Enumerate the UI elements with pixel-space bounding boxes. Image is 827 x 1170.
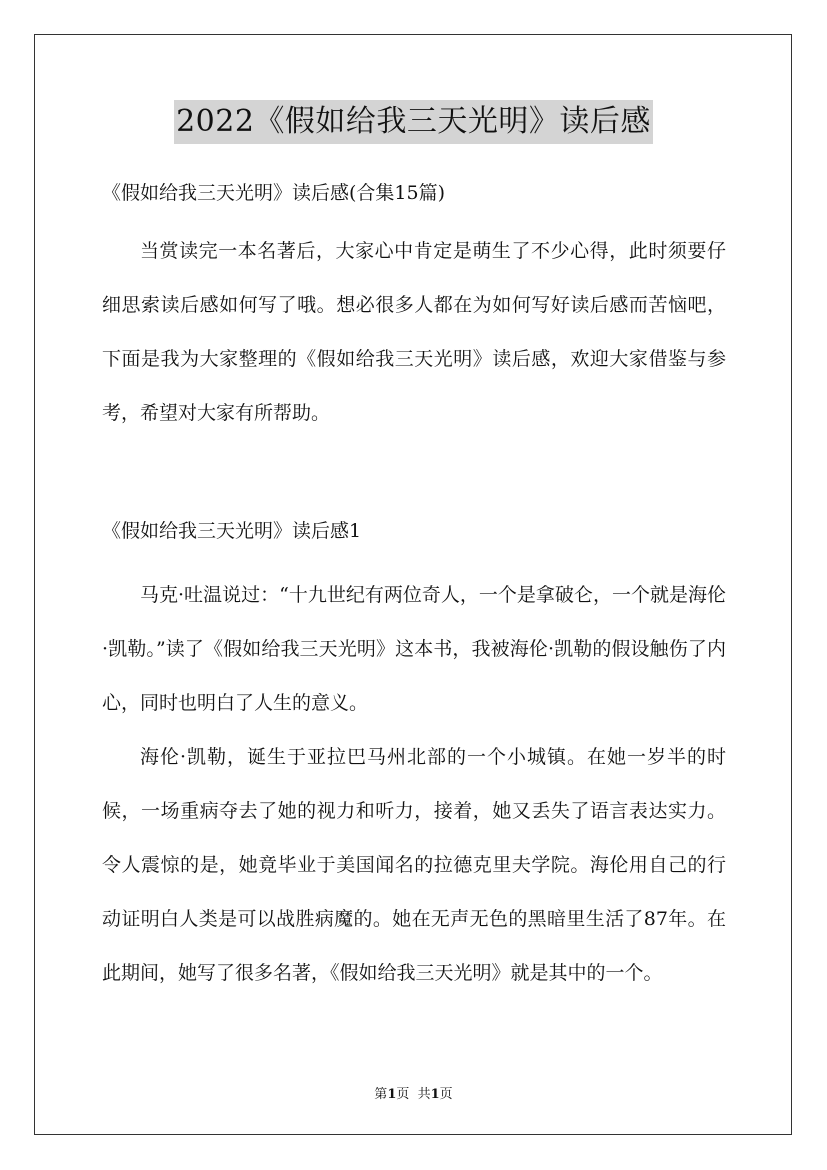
footer-prefix: 第 (374, 1087, 388, 1102)
section-paragraph: 马克·吐温说过：“十九世纪有两位奇人，一个是拿破仑，一个就是海伦·凯勒。”读了《假如给我三天光明》这本书，我被海伦·凯勒的假设触伤了内心，同时也明白了人生的意义。 (102, 584, 726, 714)
section-paragraph: 海伦·凯勒，诞生于亚拉巴马州北部的一个小城镇。在她一岁半的时候，一场重病夺去了她的视力和听力，接着，她又丢失了语言表达实力。令人震惊的是，她竟毕业于美国闻名的拉德克里夫学院。海伦用自己的行动证明白人类是可以战胜病魔的。她在无声无色的黑暗里生活了87年。在此期间，她写了很多名著，《假如给我三天光明》就是其中的一个。 (102, 746, 726, 984)
document-subtitle: 《假如给我三天光明》读后感(合集15篇) (102, 182, 446, 204)
page-footer (0, 1083, 827, 1102)
title-container (0, 100, 827, 144)
footer-mid: 页 共 (396, 1087, 431, 1102)
document-title: 2022《假如给我三天光明》读后感 (174, 100, 653, 144)
footer-suffix: 页 (439, 1087, 453, 1102)
intro-paragraph: 当赏读完一本名著后，大家心中肯定是萌生了不少心得，此时须要仔细思索读后感如何写了哦。想必很多人都在为如何写好读后感而苦恼吧，下面是我为大家整理的《假如给我三天光明》读后感，欢迎大家借鉴与参考，希望对大家有所帮助。 (102, 240, 726, 424)
section-heading: 《假如给我三天光明》读后感1 (102, 520, 362, 542)
total-page-number: 1 (430, 1087, 440, 1102)
document-body (102, 174, 726, 1000)
current-page-number: 1 (387, 1087, 397, 1102)
